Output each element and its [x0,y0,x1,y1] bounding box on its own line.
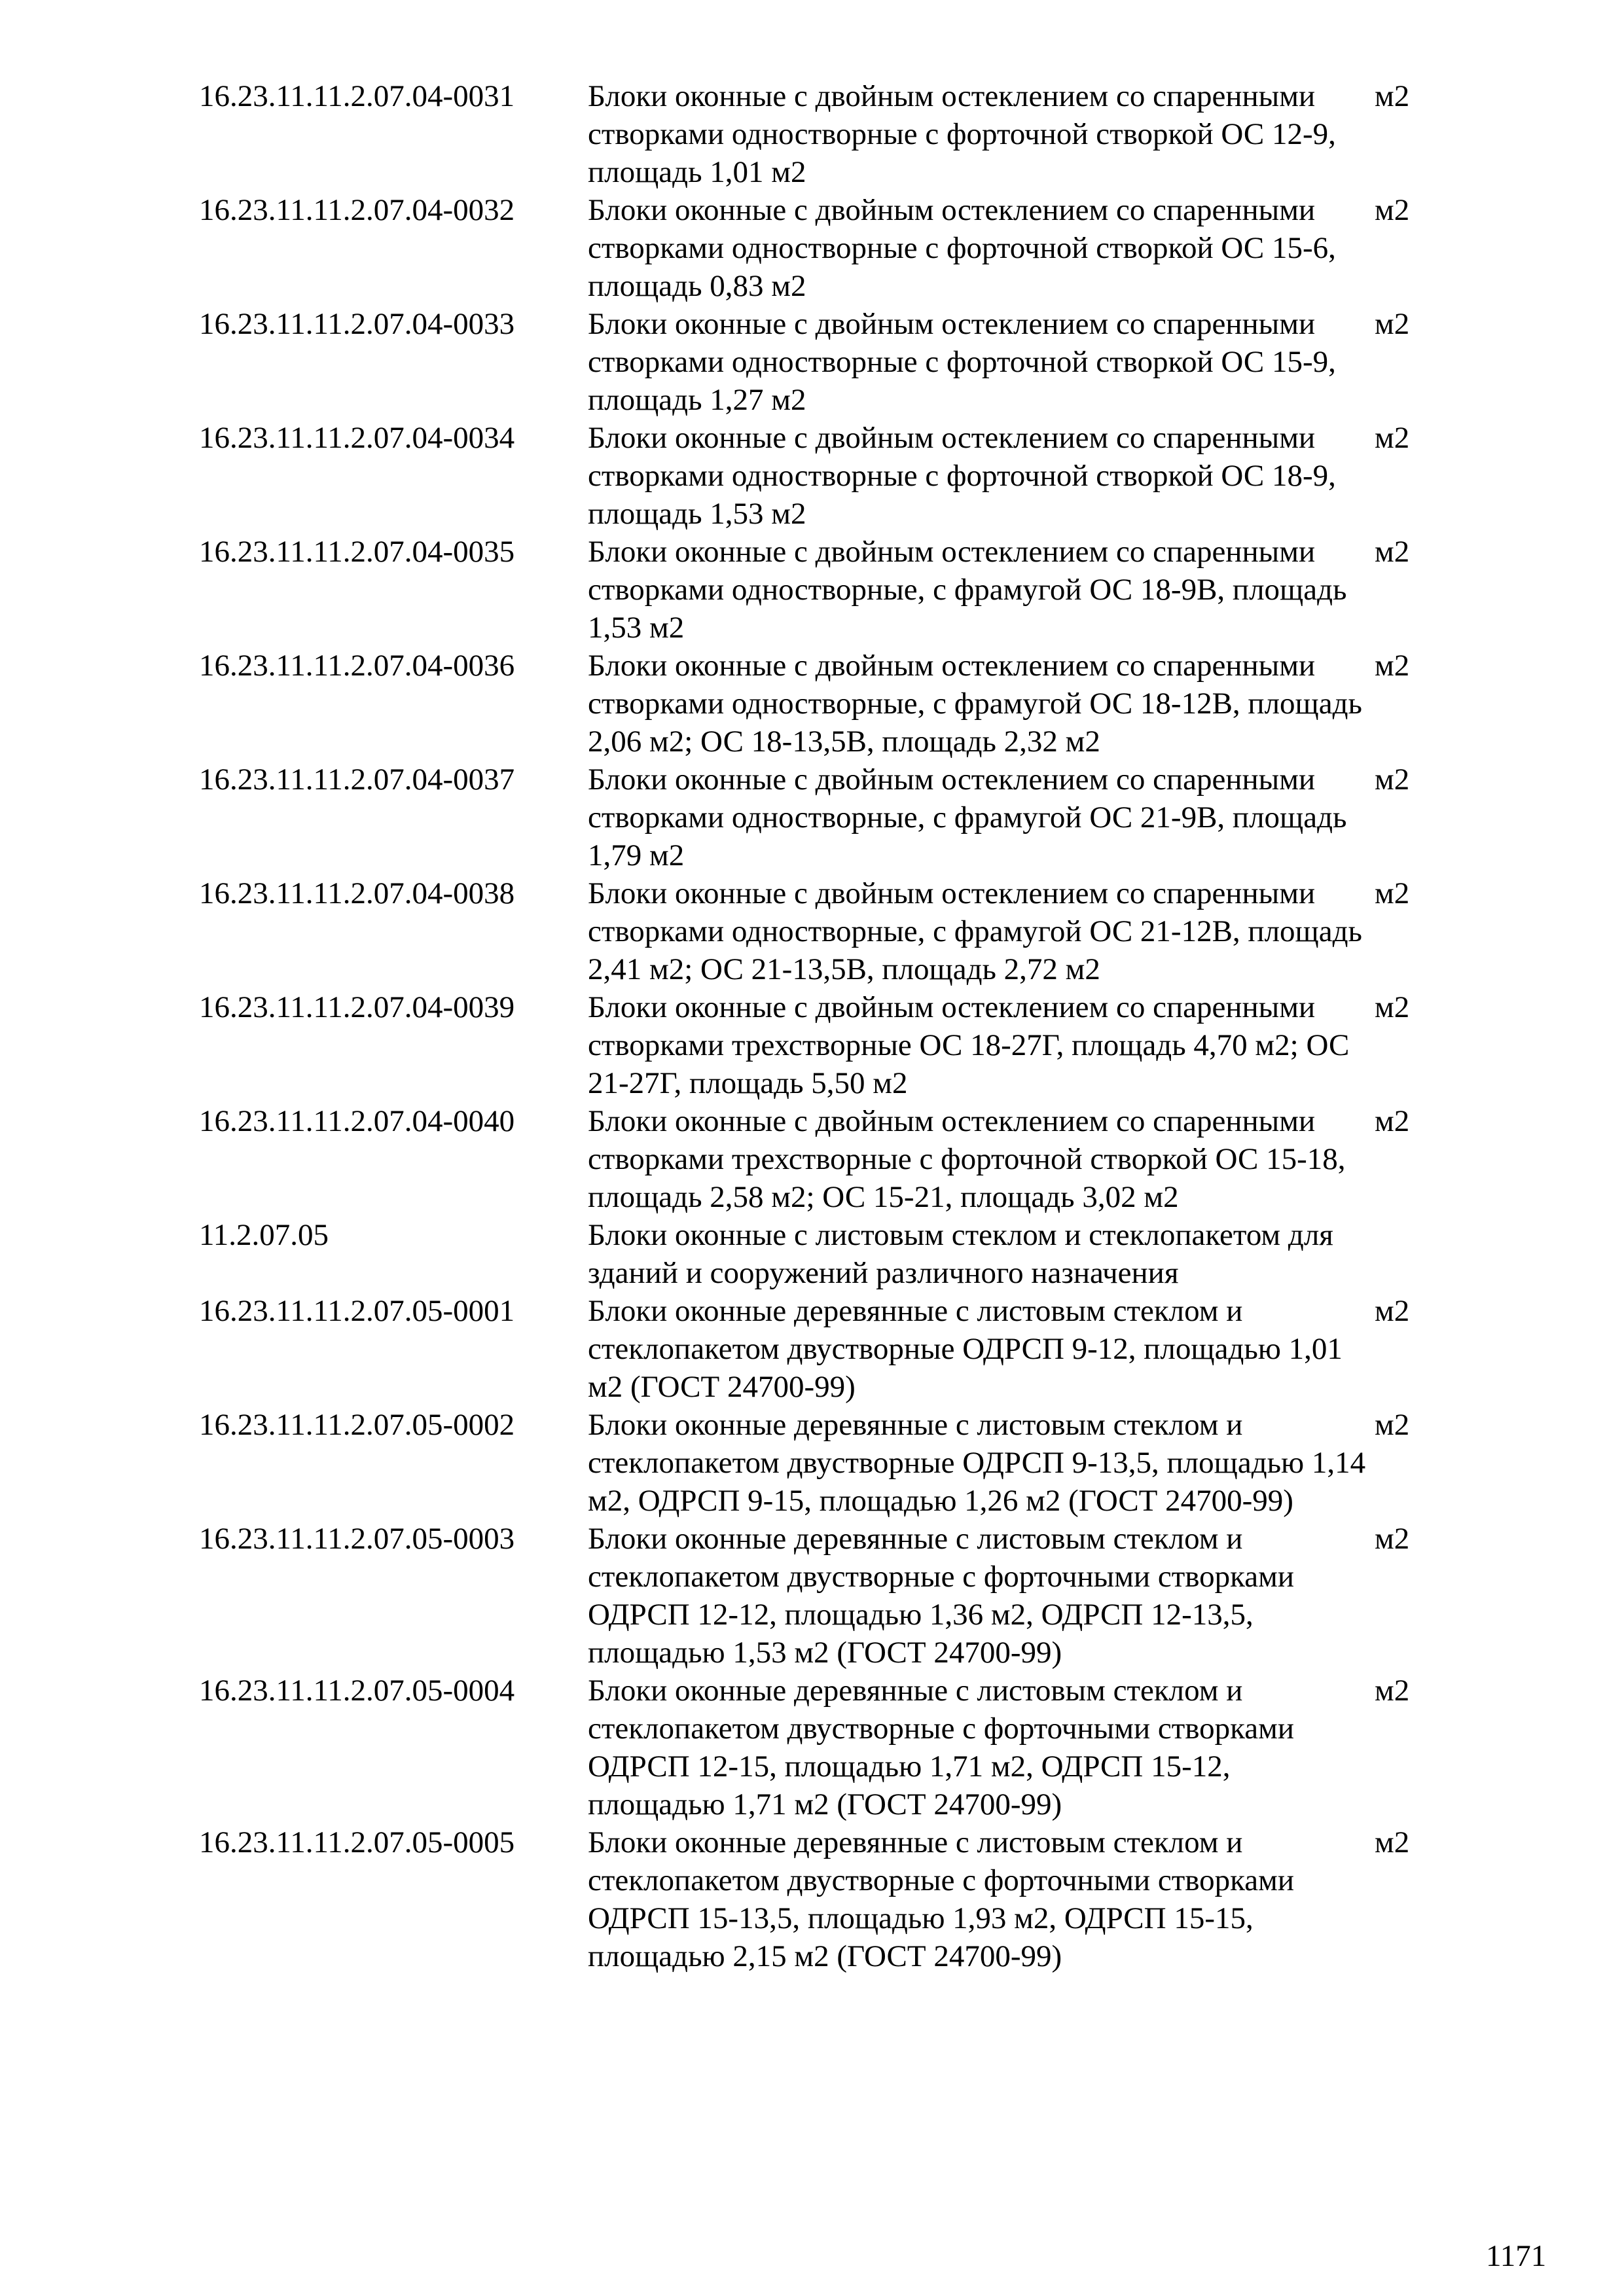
row-description: Блоки оконные с двойным остеклением со спаренными створками одностворные с форточной створкой ОС 12-9, площадь 1,01 м2 [588,79,1336,189]
row-unit: м2 [1375,1408,1410,1442]
row-code: 16.23.11.11.2.07.04-0040 [199,1104,515,1138]
row-code: 16.23.11.11.2.07.04-0035 [199,535,515,569]
row-description: Блоки оконные деревянные с листовым стеклом и стеклопакетом двустворные с форточными створками ОДРСП 15-13,5, площадью 1,93 м2, ОДРСП 15-15, площадью 2,15 м2 (ГОСТ 24700-99) [588,1825,1295,1973]
row-unit: м2 [1375,1294,1410,1328]
row-code: 16.23.11.11.2.07.05-0005 [199,1825,515,1859]
row-unit: м2 [1375,79,1410,113]
table-row [199,1406,1443,1520]
table-row [199,191,1443,305]
row-code: 16.23.11.11.2.07.05-0004 [199,1674,515,1708]
row-unit: м2 [1375,421,1410,455]
row-unit: м2 [1375,990,1410,1024]
row-code: 16.23.11.11.2.07.04-0039 [199,990,515,1024]
row-code: 16.23.11.11.2.07.05-0002 [199,1408,515,1442]
section-header-row [199,1216,1443,1292]
row-description: Блоки оконные с двойным остеклением со спаренными створками одностворные с форточной створкой ОС 15-9, площадь 1,27 м2 [588,307,1336,417]
page-number: 1171 [1486,2239,1547,2273]
row-code: 16.23.11.11.2.07.04-0033 [199,307,515,341]
row-unit: м2 [1375,762,1410,797]
row-code: 16.23.11.11.2.07.05-0003 [199,1522,515,1556]
row-description: Блоки оконные с двойным остеклением со спаренными створками одностворные, с фрамугой ОС 18-12В, площадь 2,06 м2; ОС 18-13,5В, площадь 2,32 м2 [588,649,1362,759]
table-row [199,988,1443,1102]
table-row [199,1292,1443,1406]
row-unit: м2 [1375,1825,1410,1859]
row-description: Блоки оконные с двойным остеклением со спаренными створками трехстворные с форточной створкой ОС 15-18, площадь 2,58 м2; ОС 15-21, площадь 3,02 м2 [588,1104,1346,1214]
section-code: 11.2.07.05 [199,1218,329,1252]
row-description: Блоки оконные с двойным остеклением со спаренными створками одностворные, с фрамугой ОС 21-9В, площадь 1,79 м2 [588,762,1347,872]
table-row [199,533,1443,647]
row-unit: м2 [1375,193,1410,227]
table-row [199,1672,1443,1823]
table-row [199,1823,1443,1975]
row-description: Блоки оконные с двойным остеклением со спаренными створками одностворные с форточной створкой ОС 18-9, площадь 1,53 м2 [588,421,1336,531]
table-row [199,1520,1443,1672]
row-description: Блоки оконные с двойным остеклением со спаренными створками трехстворные ОС 18-27Г, площадь 4,70 м2; ОС 21-27Г, площадь 5,50 м2 [588,990,1350,1100]
row-unit: м2 [1375,1522,1410,1556]
row-code: 16.23.11.11.2.07.04-0032 [199,193,515,227]
table-row [199,874,1443,988]
row-unit: м2 [1375,1674,1410,1708]
row-code: 16.23.11.11.2.07.04-0031 [199,79,515,113]
row-code: 16.23.11.11.2.07.04-0034 [199,421,515,455]
row-description: Блоки оконные деревянные с листовым стеклом и стеклопакетом двустворные с форточными створками ОДРСП 12-15, площадью 1,71 м2, ОДРСП 15-12, площадью 1,71 м2 (ГОСТ 24700-99) [588,1674,1295,1821]
row-description: Блоки оконные с двойным остеклением со спаренными створками одностворные, с фрамугой ОС 21-12В, площадь 2,41 м2; ОС 21-13,5В, площадь 2,72 м2 [588,876,1362,986]
table-row [199,77,1443,191]
row-unit: м2 [1375,307,1410,341]
row-description: Блоки оконные с двойным остеклением со спаренными створками одностворные, с фрамугой ОС 18-9В, площадь 1,53 м2 [588,535,1347,645]
rows-table [199,77,1443,1975]
table-row [199,1102,1443,1216]
row-unit: м2 [1375,1104,1410,1138]
row-code: 16.23.11.11.2.07.04-0038 [199,876,515,910]
section-title: Блоки оконные с листовым стеклом и стеклопакетом для зданий и сооружений различного назначения [588,1218,1333,1290]
row-code: 16.23.11.11.2.07.04-0037 [199,762,515,797]
row-description: Блоки оконные деревянные с листовым стеклом и стеклопакетом двустворные ОДРСП 9-12, площадью 1,01 м2 (ГОСТ 24700-99) [588,1294,1343,1404]
table-row [199,647,1443,761]
table-row [199,305,1443,419]
table-row [199,419,1443,533]
row-description: Блоки оконные деревянные с листовым стеклом и стеклопакетом двустворные с форточными створками ОДРСП 12-12, площадью 1,36 м2, ОДРСП 12-13,5, площадью 1,53 м2 (ГОСТ 24700-99) [588,1522,1295,1670]
row-unit: м2 [1375,649,1410,683]
row-description: Блоки оконные с двойным остеклением со спаренными створками одностворные с форточной створкой ОС 15-6, площадь 0,83 м2 [588,193,1336,303]
row-unit: м2 [1375,535,1410,569]
table-row [199,761,1443,874]
row-code: 16.23.11.11.2.07.05-0001 [199,1294,515,1328]
row-code: 16.23.11.11.2.07.04-0036 [199,649,515,683]
row-unit: м2 [1375,876,1410,910]
row-description: Блоки оконные деревянные с листовым стеклом и стеклопакетом двустворные ОДРСП 9-13,5, площадью 1,14 м2, ОДРСП 9-15, площадью 1,26 м2 (ГОСТ 24700-99) [588,1408,1366,1518]
